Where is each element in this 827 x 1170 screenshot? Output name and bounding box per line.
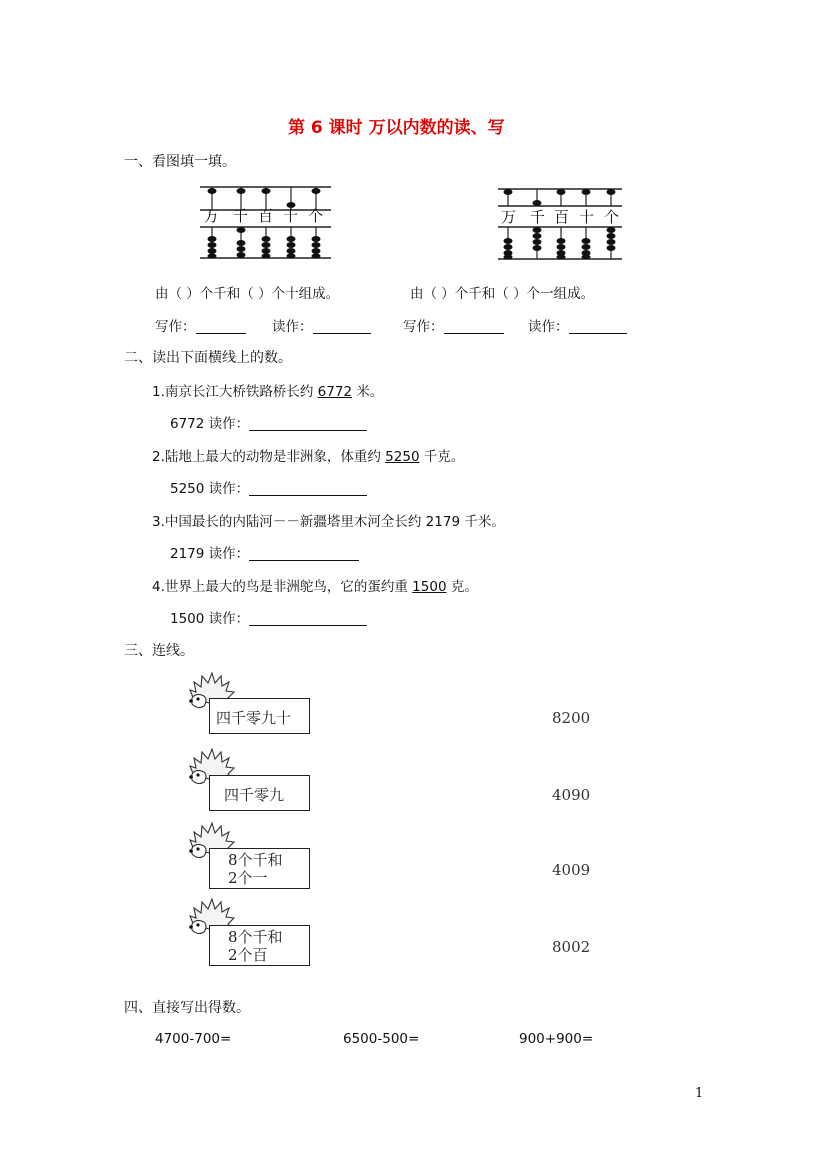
read-label: 读作： bbox=[272, 319, 313, 335]
question-3 bbox=[152, 510, 505, 530]
abacus-label: 万 bbox=[204, 207, 220, 225]
answer-blank[interactable] bbox=[249, 611, 367, 626]
read-row-right bbox=[528, 315, 627, 335]
write-label: 写作： bbox=[403, 319, 444, 335]
answer-blank[interactable] bbox=[249, 546, 359, 561]
answer-label: 5250 读作： bbox=[170, 481, 250, 497]
answer-label: 2179 读作： bbox=[170, 546, 250, 562]
math-problem-2: 6500-500= bbox=[343, 1031, 420, 1047]
abacus-label: 千 bbox=[233, 207, 249, 225]
answer-blank[interactable] bbox=[444, 319, 504, 334]
abacus-label: 个 bbox=[604, 208, 620, 226]
card-text: 2个一 bbox=[228, 869, 268, 887]
answer-row-2 bbox=[170, 477, 367, 497]
match-number-2[interactable]: 4090 bbox=[552, 786, 591, 804]
abacus-label: 万 bbox=[501, 208, 517, 226]
reading-card-4[interactable] bbox=[209, 925, 310, 966]
abacus-label: 千 bbox=[530, 208, 546, 226]
abacus-label: 十 bbox=[579, 208, 595, 226]
page-number: 1 bbox=[695, 1086, 704, 1101]
question-4 bbox=[152, 575, 478, 595]
question-2 bbox=[152, 445, 464, 465]
write-row-left bbox=[155, 315, 246, 335]
section-1-heading: 一、看图填一填。 bbox=[124, 154, 236, 170]
card-text: 四千零九十 bbox=[216, 709, 292, 727]
answer-blank[interactable] bbox=[249, 416, 367, 431]
answer-label: 1500 读作： bbox=[170, 611, 250, 627]
read-row-left bbox=[272, 315, 371, 335]
underlined-number: 1500 bbox=[412, 579, 447, 595]
question-text: 米。 bbox=[352, 384, 384, 400]
section-4-heading: 四、直接写出得数。 bbox=[124, 1000, 250, 1016]
card-text: 2个百 bbox=[228, 946, 268, 964]
page-title: 第 6 课时 万以内数的读、写 bbox=[288, 118, 505, 138]
underlined-number: 5250 bbox=[385, 449, 420, 465]
read-label: 读作： bbox=[528, 319, 569, 335]
abacus-label: 个 bbox=[308, 207, 324, 225]
question-text: 千克。 bbox=[419, 449, 465, 465]
card-text: 8个千和 bbox=[228, 928, 283, 946]
write-label: 写作： bbox=[155, 319, 196, 335]
composition-left: 由（ ）个千和（ ）个十组成。 bbox=[155, 286, 340, 302]
answer-row-4 bbox=[170, 607, 367, 627]
answer-label: 6772 读作： bbox=[170, 416, 250, 432]
question-text: 克。 bbox=[446, 579, 478, 595]
math-problem-1: 4700-700= bbox=[155, 1031, 232, 1047]
composition-right: 由（ ）个千和（ ）个一组成。 bbox=[410, 286, 595, 302]
section-3-heading: 三、连线。 bbox=[124, 643, 194, 659]
underlined-number: 6772 bbox=[317, 384, 353, 400]
match-number-1[interactable]: 8200 bbox=[552, 709, 591, 727]
answer-row-3 bbox=[170, 542, 359, 562]
answer-blank[interactable] bbox=[249, 481, 367, 496]
abacus-label: 十 bbox=[283, 207, 299, 225]
abacus-label: 百 bbox=[258, 207, 274, 225]
card-text: 四千零九 bbox=[224, 786, 285, 804]
question-text: 3.中国最长的内陆河－－新疆塔里木河全长约 2179 千米。 bbox=[152, 514, 505, 530]
question-text: 2.陆地上最大的动物是非洲象，体重约 bbox=[152, 449, 386, 465]
reading-card-2[interactable] bbox=[209, 775, 310, 811]
math-problem-3: 900+900= bbox=[519, 1031, 594, 1047]
match-number-3[interactable]: 4009 bbox=[552, 861, 591, 879]
write-row-right bbox=[403, 315, 504, 335]
question-text: 4.世界上最大的鸟是非洲鸵鸟，它的蛋约重 bbox=[152, 579, 413, 595]
question-text: 1.南京长江大桥铁路桥长约 bbox=[152, 384, 318, 400]
reading-card-3[interactable] bbox=[209, 848, 310, 889]
section-2-heading: 二、读出下面横线上的数。 bbox=[124, 350, 292, 366]
abacus-label: 百 bbox=[554, 208, 570, 226]
answer-blank[interactable] bbox=[313, 319, 371, 334]
card-text: 8个千和 bbox=[228, 851, 283, 869]
reading-card-1[interactable] bbox=[209, 698, 310, 734]
answer-row-1 bbox=[170, 412, 367, 432]
match-number-4[interactable]: 8002 bbox=[552, 938, 591, 956]
answer-blank[interactable] bbox=[196, 319, 246, 334]
answer-blank[interactable] bbox=[569, 319, 627, 334]
question-1 bbox=[152, 380, 383, 400]
